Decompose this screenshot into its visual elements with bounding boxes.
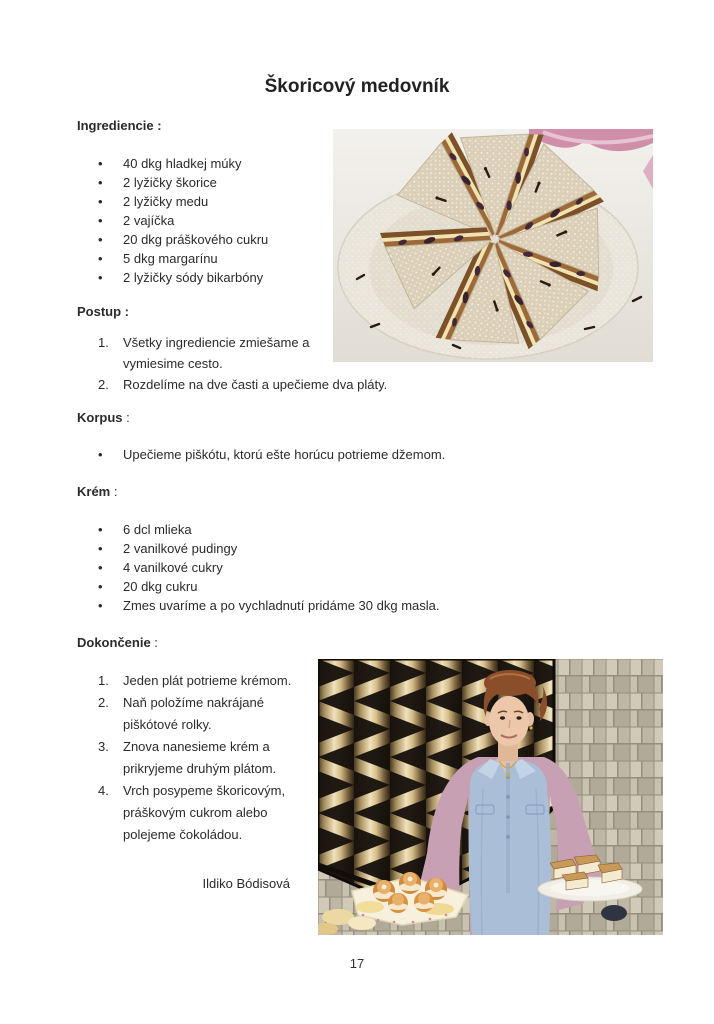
author-with-trays-photo (318, 659, 663, 935)
heading-colon: : (150, 635, 158, 650)
list-item: • 20 dkg práškového cukru (98, 230, 638, 249)
list-item: • 5 dkg margarínu (98, 249, 638, 268)
list-item: • 2 lyžičky medu (98, 192, 638, 211)
list-item: Všetky ingrediencie zmiešame a vymiesime cesto. (123, 335, 310, 371)
heading-label: Korpus (77, 410, 123, 425)
section-heading-korpus (77, 408, 130, 427)
cake-slices-photo (333, 129, 653, 362)
list-item: Znova nanesieme krém a prikryjeme druhým plátom. (123, 739, 277, 776)
list-item: • 2 lyžičky sódy bikarbóny (98, 268, 638, 287)
list-item: Jeden plát potrieme krémom. (123, 673, 292, 688)
list-item: • 4 vanilkové cukry (98, 558, 638, 577)
list-item: Naň položíme nakrájané piškótové rolky. (123, 695, 264, 732)
author-name: Ildiko Bódisová (202, 876, 290, 891)
heading-label: Krém (77, 484, 111, 499)
list-item: • 6 dcl mlieka (98, 520, 638, 539)
list-item: • 2 vajíčka (98, 211, 638, 230)
heading-colon: : (122, 410, 130, 425)
list-item: Rozdelíme na dve časti a upečieme dva pláty. (123, 377, 388, 392)
section-heading-krem (77, 482, 117, 501)
section-heading-dokoncenie (77, 633, 158, 652)
list-item: • 40 dkg hladkej múky (98, 154, 638, 173)
list-item: • 2 lyžičky škorice (98, 173, 638, 192)
korpus-list (98, 445, 638, 464)
list-item: • 2 vanilkové pudingy (98, 539, 638, 558)
list-item: • Upečieme piškótu, ktorú ešte horúcu potrieme džemom. (98, 445, 638, 464)
section-heading-postup (77, 302, 129, 321)
postup-list (98, 332, 638, 395)
heading-label: Postup : (77, 304, 129, 319)
list-item: • Zmes uvaríme a po vychladnutí pridáme 30 dkg masla. (98, 596, 638, 615)
page-title: Škoricový medovník (264, 76, 450, 97)
heading-label: Dokončenie (77, 635, 151, 650)
page-number: 17 (349, 956, 365, 971)
krem-list (98, 520, 638, 615)
heading-label: Ingrediencie : (77, 118, 162, 133)
list-item: • 20 dkg cukru (98, 577, 638, 596)
heading-colon: : (110, 484, 118, 499)
list-item: Vrch posypeme škoricovým, práškovým cukrom alebo polejeme čokoládou. (123, 783, 286, 842)
section-heading-ingrediencie (77, 116, 162, 135)
